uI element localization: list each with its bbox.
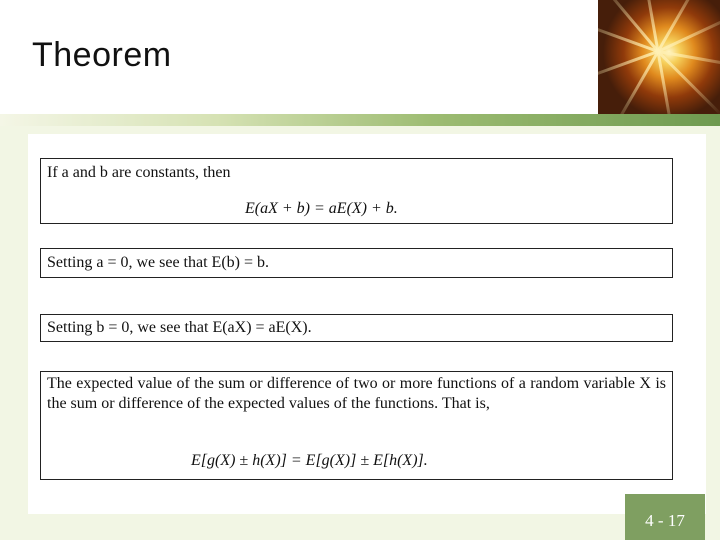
slide-number: 4 - 17 [625, 494, 705, 540]
theorem-intro-text: If a and b are constants, then [47, 164, 231, 181]
sum-theorem-text: The expected value of the sum or difference of two or more functions of a random variable X is the sum or difference of the expected values of the functions. That is, [47, 375, 666, 412]
corollary-constant-text: Setting a = 0, we see that E(b) = b. [47, 254, 269, 271]
theorem-box-sum [40, 371, 673, 480]
sum-theorem-equation: E[g(X) ± h(X)] = E[g(X)] ± E[h(X)]. [191, 452, 428, 469]
slide-title: Theorem [32, 36, 172, 74]
corollary-scalar-text: Setting b = 0, we see that E(aX) = aE(X). [47, 319, 312, 336]
header-gradient-band [0, 114, 720, 126]
corollary-box-constant [40, 248, 673, 278]
theorem-box-linearity [40, 158, 673, 224]
slide-header [0, 0, 720, 114]
theorem-equation: E(aX + b) = aE(X) + b. [245, 200, 398, 217]
decorative-corner-image [598, 0, 720, 114]
corollary-box-scalar [40, 314, 673, 342]
